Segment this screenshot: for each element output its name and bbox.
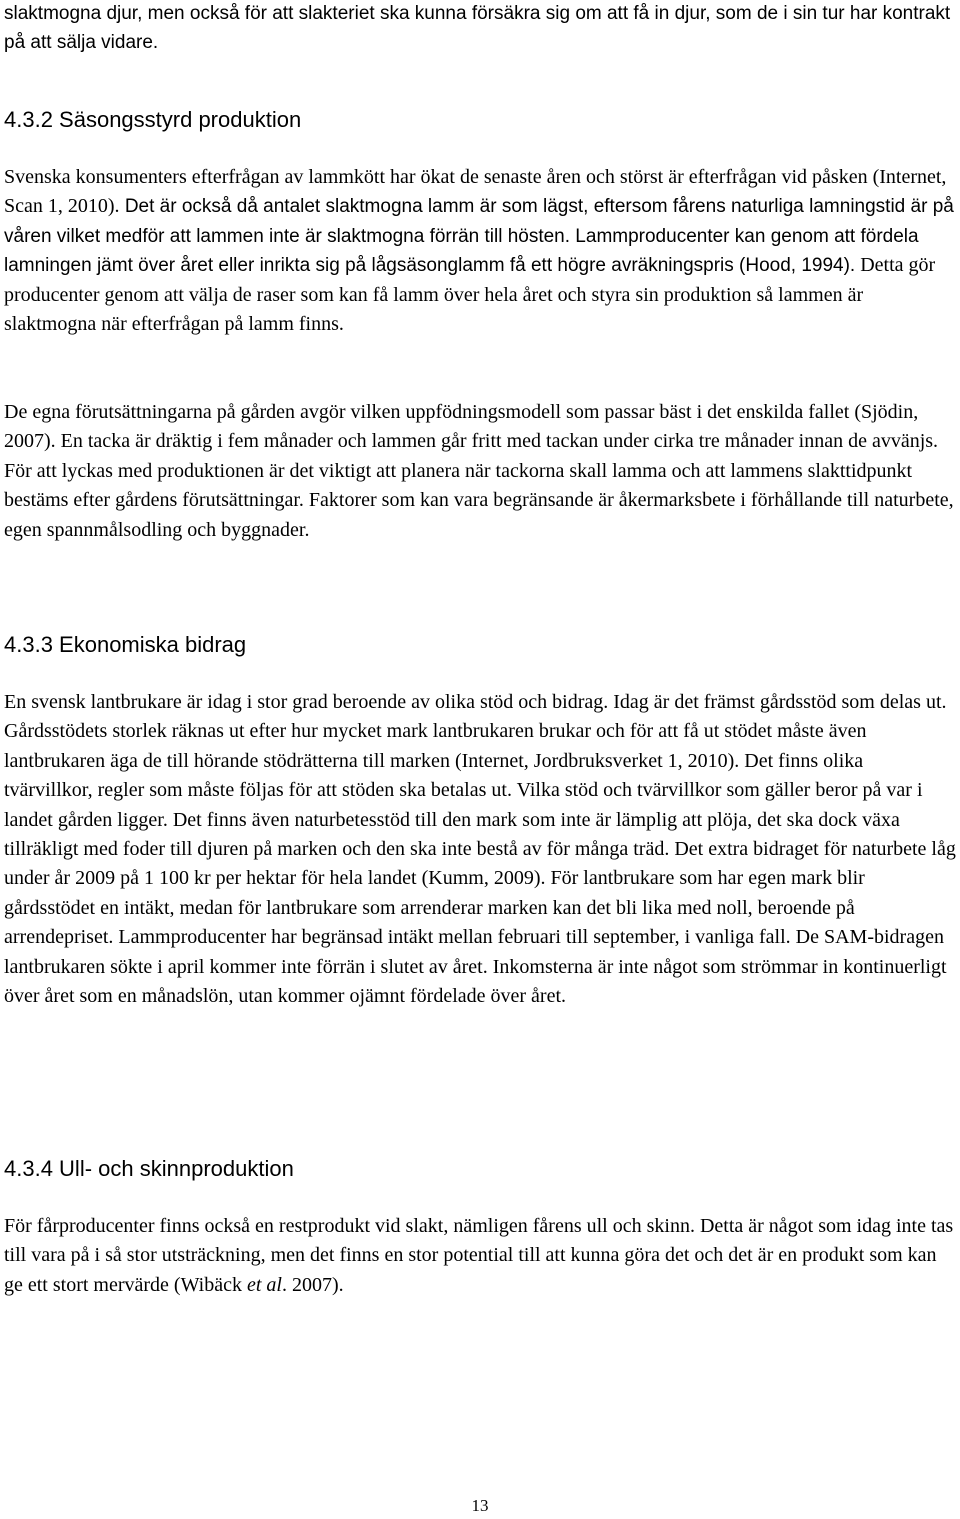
section-4-3-2-paragraph-2 bbox=[4, 398, 956, 545]
intro-text: slaktmogna djur, men också för att slakteriet ska kunna försäkra sig om att få in djur, som de i sin tur har kontrakt på att sälja vidare. bbox=[4, 3, 951, 54]
section-4-3-3 bbox=[4, 631, 956, 659]
section-4-3-3-paragraph bbox=[4, 688, 956, 1011]
paragraph-text: De egna förutsättningarna på gården avgör vilken uppfödningsmodell som passar bäst i det enskilda fallet (Sjödin, 2007). En tacka är dräktig i fem månader och lammen går fritt med tackan under cirka tre månader innan de avvänjs. För att lyckas med produktionen är det viktigt att planera när tackorna skall lamma och att lammens slakttidpunkt bestäms efter gårdens förutsättningar. Faktorer som kan vara begränsande är åkermarksbete i förhållande till naturbete, egen spannmålsodling och byggnader. bbox=[4, 401, 954, 541]
section-4-3-2-paragraph-1 bbox=[4, 163, 956, 339]
section-heading-4-3-2: 4.3.2 Säsongsstyrd produktion bbox=[4, 107, 302, 132]
italic-text: et al bbox=[246, 1273, 282, 1296]
section-4-3-2 bbox=[4, 106, 956, 134]
text-span: Svenska konsumenters efterfrågan av lammkött har ökat de senaste åren och störst är efterfrågan vid påsken (Internet, Scan 1, 2010). bbox=[4, 166, 947, 218]
text-span: Det är också då antalet slaktmogna lamm är som lägst, eftersom fårens naturliga lamningstid är på våren vilket medför att lammen inte är slaktmogna förrän till hösten. bbox=[4, 196, 954, 247]
text-span: . 2007). bbox=[281, 1273, 344, 1296]
text-span: Lammproducenter kan genom att fördela lamningen jämt över året eller inrikta sig på lågsäsonglamm få ett högre avräkningspris (Hood, 1994). bbox=[4, 225, 919, 277]
section-4-3-4 bbox=[4, 1155, 956, 1183]
section-4-3-4-paragraph bbox=[4, 1212, 956, 1300]
intro-paragraph bbox=[4, 0, 956, 58]
page-number: 13 bbox=[471, 1496, 489, 1515]
paragraph-text bbox=[4, 163, 956, 339]
paragraph-text bbox=[4, 1212, 956, 1300]
text-span: Detta gör producenter genom att välja de raser som kan få lamm över hela året och styra sin produktion så lammen är slaktmogna när efterfrågan på lamm finns. bbox=[4, 254, 936, 336]
section-heading-4-3-4: 4.3.4 Ull- och skinnproduktion bbox=[4, 1156, 294, 1181]
text-span: För fårproducenter finns också en restprodukt vid slakt, nämligen fårens ull och skinn. Detta är något som idag inte tas till vara på i så stor utsträckning, men det finns en stor potential till att kunna göra det och det är en produkt som kan ge ett stort mervärde (Wibäck bbox=[4, 1215, 954, 1296]
section-heading-4-3-3: 4.3.3 Ekonomiska bidrag bbox=[4, 632, 247, 657]
paragraph-text: En svensk lantbrukare är idag i stor grad beroende av olika stöd och bidrag. Idag är det främst gårdsstöd som delas ut. Gårdsstödets storlek räknas ut efter hur mycket mark lantbrukaren brukar och för att få ut stödet måste även lantbrukaren äga de till hörande stödrätterna till marken (Internet, Jordbruksverket 1, 2010). Det finns olika tvärvillkor, regler som måste följas för att stöden ska betalas ut. Vilka stöd och tvärvillkor som gäller beror på var i landet gården ligger. Det finns även naturbetesstöd till den mark som inte är lämplig att plöja, det ska dock växa tillräkligt med foder till djuren på marken och den ska inte bestå av för många träd. Det extra bidraget för naturbete låg under år 2009 på 1 100 kr per hektar för hela landet (Kumm, 2009). För lantbrukare som har egen mark blir gårdsstödet en intäkt, medan för lantbrukare som arrenderar marken kan det bli lika med noll, beroende på arrendepriset. Lammproducenter har begränsad intäkt mellan februari till september, i vanliga fall. De SAM-bidragen lantbrukaren sökte i april kommer inte förrän i slutet av året. Inkomsterna är inte något som strömmar in kontinuerligt över året som en månadslön, utan kommer ojämnt fördelade över året. bbox=[4, 691, 956, 1008]
